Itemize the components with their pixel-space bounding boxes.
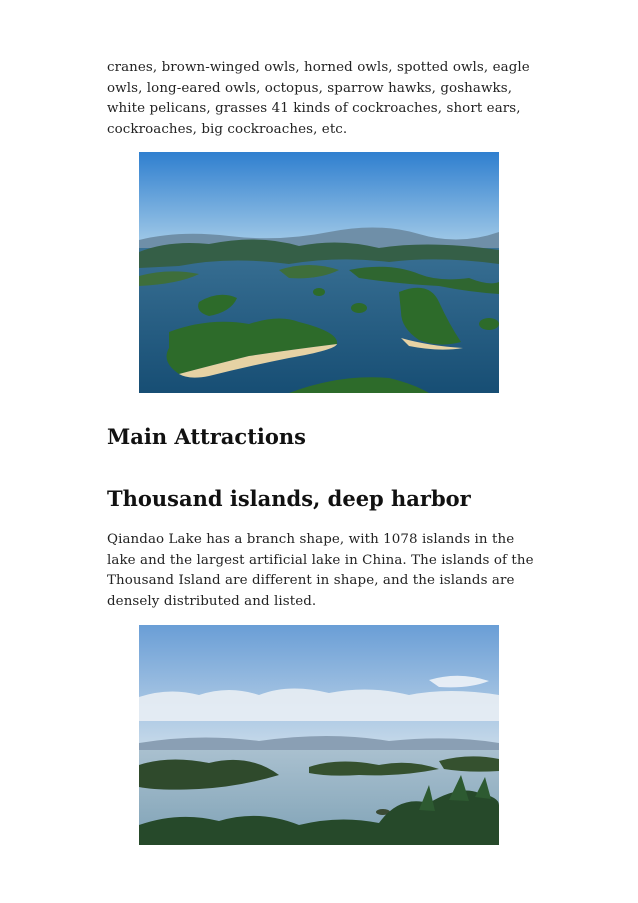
intro-paragraph: cranes, brown-winged owls, horned owls, spotted owls, eagle owls, long-eared owls, octopus, sparrow hawks, goshawks, white pelicans, grasses 41 kinds of cockroaches, short ears, cockroaches, big cockroaches, etc. [107, 60, 530, 137]
body-paragraph: Qiandao Lake has a branch shape, with 1078 islands in the lake and the largest artificial lake in China. The islands of the Thousand Island are different in shape, and the islands are densely distributed and listed. [107, 532, 534, 609]
aerial-lake-islands-photo [139, 152, 499, 393]
main-attractions-heading: Main Attractions [107, 424, 306, 449]
lake-horizon-photo [139, 625, 499, 845]
thousand-islands-heading: Thousand islands, deep harbor [107, 486, 471, 511]
